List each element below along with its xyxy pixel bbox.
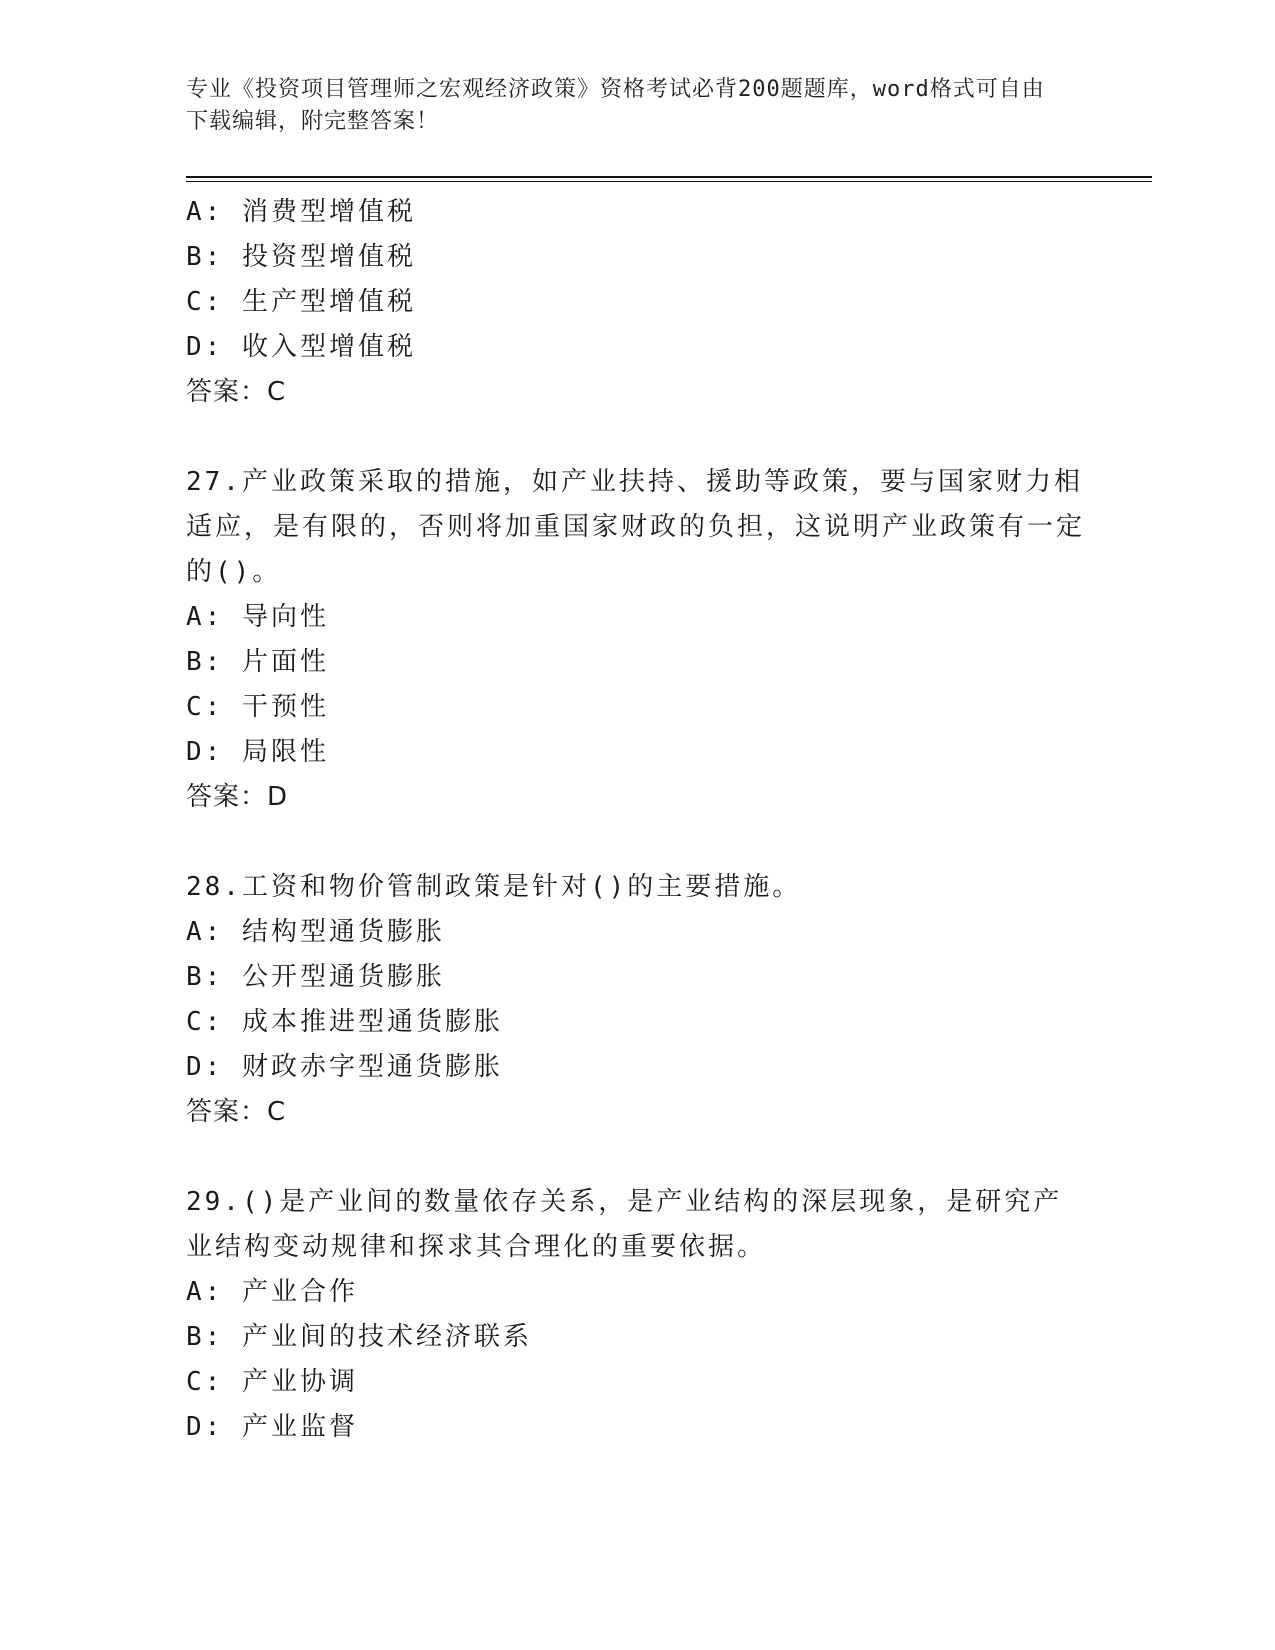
spacer: [186, 1135, 1086, 1180]
header-divider-thin: [186, 181, 1152, 182]
document-header: 专业《投资项目管理师之宏观经济政策》资格考试必背200题题库，word格式可自由下载编辑，附完整答案！: [186, 77, 1045, 134]
option-c: C: 干预性: [186, 692, 329, 722]
option-a: A: 消费型增值税: [186, 197, 416, 227]
question-stem: 29.()是产业间的数量依存关系，是产业结构的深层现象，是研究产业结构变动规律和探求其合理化的重要依据。: [186, 1187, 1063, 1262]
option-b: B: 产业间的技术经济联系: [186, 1322, 532, 1352]
option-c: C: 产业协调: [186, 1367, 358, 1397]
question-stem: 27.产业政策采取的措施，如产业扶持、援助等政策，要与国家财力相适应，是有限的，否则将加重国家财政的负担，这说明产业政策有一定的()。: [186, 467, 1086, 587]
answer-line: 答案：C: [186, 377, 287, 407]
option-b: B: 片面性: [186, 647, 329, 677]
question-block-28: [186, 865, 1086, 1135]
question-list: [186, 190, 1086, 1450]
option-a: A: 结构型通货膨胀: [186, 917, 445, 947]
option-b: B: 投资型增值税: [186, 242, 416, 272]
option-c: C: 生产型增值税: [186, 287, 416, 317]
question-stem: 28.工资和物价管制政策是针对()的主要措施。: [186, 872, 802, 902]
header-divider-thick: [186, 176, 1152, 178]
option-b: B: 公开型通货膨胀: [186, 962, 445, 992]
spacer: [186, 820, 1086, 865]
question-block-29: [186, 1180, 1086, 1450]
answer-line: 答案：C: [186, 1097, 287, 1127]
spacer: [186, 415, 1086, 460]
option-d: D: 局限性: [186, 737, 329, 767]
option-a: A: 导向性: [186, 602, 329, 632]
question-block-26: [186, 190, 1086, 415]
option-d: D: 产业监督: [186, 1412, 358, 1442]
option-d: D: 收入型增值税: [186, 332, 416, 362]
option-a: A: 产业合作: [186, 1277, 358, 1307]
answer-line: 答案：D: [186, 782, 289, 812]
option-d: D: 财政赤字型通货膨胀: [186, 1052, 503, 1082]
question-block-27: [186, 460, 1086, 820]
option-c: C: 成本推进型通货膨胀: [186, 1007, 503, 1037]
